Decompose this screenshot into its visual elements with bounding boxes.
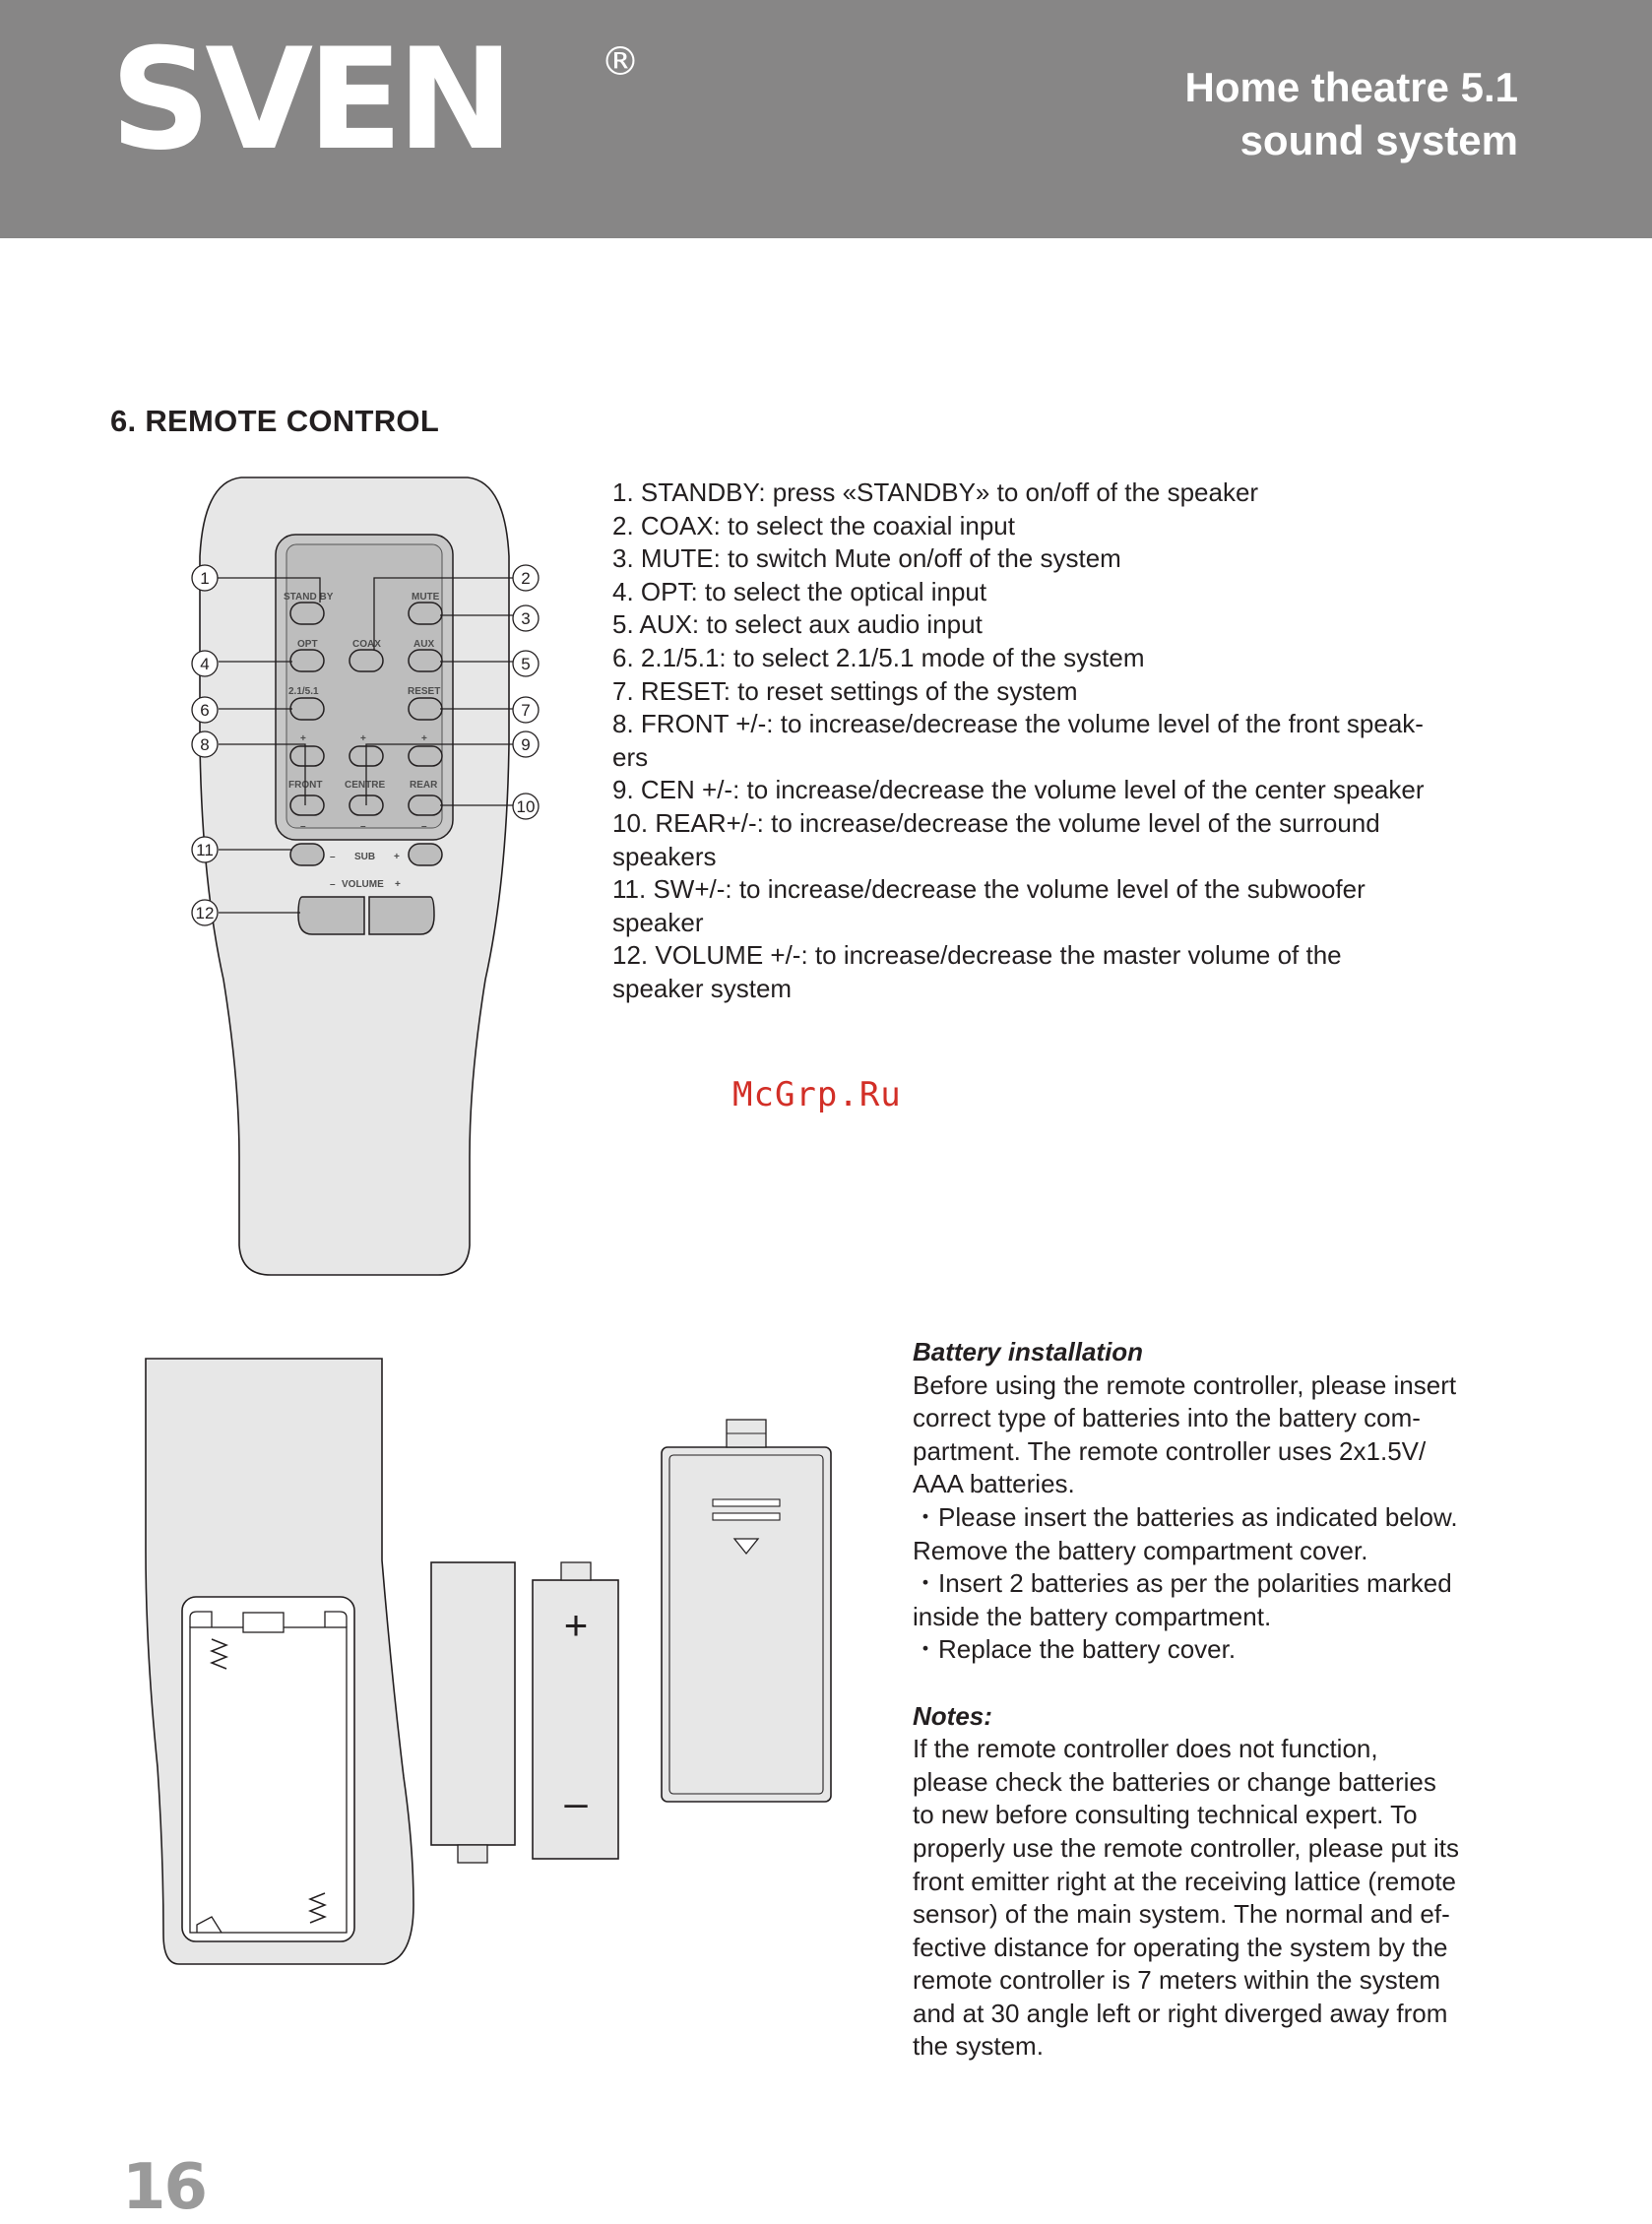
volume-plus-button[interactable]: [369, 897, 434, 934]
product-title-line1: Home theatre 5.1: [1184, 64, 1518, 110]
feature-line: 10. REAR+/-: to increase/decrease the volume level of the surround: [612, 807, 1380, 838]
label-sub-minus: –: [330, 852, 336, 862]
feature-line: speaker: [612, 907, 704, 937]
battery-heading: Battery installation: [913, 1337, 1144, 1366]
label-centre: CENTRE: [345, 780, 386, 791]
sven-logo: [110, 37, 642, 156]
battery-line: ・Insert 2 batteries as per the polarities marked: [913, 1568, 1452, 1599]
label-rear: REAR: [410, 780, 438, 791]
callout-1: 1: [200, 569, 210, 588]
reset-button[interactable]: [409, 698, 442, 720]
front-plus-button[interactable]: [290, 746, 324, 766]
battery-installation-diagram: [138, 1354, 866, 1984]
notes-line: to new before consulting technical expert. To: [913, 1800, 1418, 1830]
label-front-plus: +: [300, 733, 306, 744]
feature-line: 7. RESET: to reset settings of the system: [612, 675, 1078, 706]
label-rear-minus: –: [421, 821, 427, 832]
notes-line: fective distance for operating the system by the: [913, 1932, 1448, 1962]
mute-button[interactable]: [409, 603, 442, 624]
feature-line: ers: [612, 741, 649, 772]
label-sub-plus: +: [394, 852, 400, 862]
opt-button[interactable]: [290, 650, 324, 671]
page-header: [0, 0, 1652, 238]
minus-sign-icon: –: [564, 1779, 588, 1825]
registered-mark: ®: [601, 39, 640, 85]
label-sub: SUB: [354, 852, 376, 862]
label-reset: RESET: [408, 686, 441, 697]
feature-line: speaker system: [612, 973, 793, 1003]
standby-button[interactable]: [290, 603, 324, 624]
label-volume-minus: –: [330, 879, 336, 890]
feature-line: 2. COAX: to select the coaxial input: [612, 510, 1015, 540]
label-volume-plus: +: [395, 879, 401, 890]
feature-line: 11. SW+/-: to increase/decrease the volume level of the subwoofer: [612, 874, 1366, 905]
label-mute: MUTE: [412, 592, 440, 603]
callout-12: 12: [195, 904, 215, 922]
battery-left: [431, 1562, 515, 1845]
label-centre-minus: –: [360, 821, 366, 832]
label-aux: AUX: [413, 639, 435, 650]
feature-line: 3. MUTE: to switch Mute on/off of the system: [612, 543, 1121, 574]
battery-line: partment. The remote controller uses 2x1.5V/: [913, 1435, 1427, 1466]
aux-button[interactable]: [409, 650, 442, 671]
feature-line: 8. FRONT +/-: to increase/decrease the volume level of the front speak-: [612, 709, 1424, 739]
notes-line: sensor) of the main system. The normal and ef-: [913, 1899, 1450, 1930]
feature-line: speakers: [612, 841, 717, 871]
label-coax: COAX: [352, 639, 381, 650]
rear-minus-button[interactable]: [409, 795, 442, 815]
callout-7: 7: [521, 701, 531, 720]
label-front: FRONT: [288, 780, 323, 791]
notes-line: properly use the remote controller, please put its: [913, 1832, 1459, 1863]
callout-2: 2: [521, 569, 531, 588]
label-mode: 2.1/5.1: [288, 686, 319, 697]
volume-minus-button[interactable]: [298, 897, 364, 934]
battery-line: Before using the remote controller, please insert: [913, 1369, 1457, 1400]
notes-line: and at 30 angle left or right diverged away from: [913, 1998, 1448, 2028]
feature-line: 9. CEN +/-: to increase/decrease the volume level of the center speaker: [612, 775, 1425, 805]
notes-line: remote controller is 7 meters within the system: [913, 1965, 1441, 1996]
callout-8: 8: [200, 735, 210, 754]
battery-line: Remove the battery compartment cover.: [913, 1535, 1368, 1565]
battery-line: correct type of batteries into the battery com-: [913, 1403, 1421, 1433]
battery-line: AAA batteries.: [913, 1469, 1075, 1499]
label-rear-plus: +: [421, 733, 427, 744]
label-centre-plus: +: [360, 733, 366, 744]
callout-6: 6: [200, 701, 210, 720]
feature-line: 5. AUX: to select aux audio input: [612, 609, 983, 640]
front-minus-button[interactable]: [290, 795, 324, 815]
label-front-minus: –: [300, 821, 306, 832]
callout-9: 9: [521, 735, 531, 754]
feature-line: 12. VOLUME +/-: to increase/decrease the master volume of the: [612, 940, 1342, 971]
coax-button[interactable]: [349, 650, 383, 671]
feature-line: 1. STANDBY: press «STANDBY» to on/off of the speaker: [612, 477, 1259, 507]
section-title: 6. REMOTE CONTROL: [110, 404, 440, 438]
callout-5: 5: [521, 655, 531, 673]
watermark: McGrp.Ru: [732, 1075, 902, 1114]
plus-sign-icon: +: [563, 1602, 589, 1648]
callout-3: 3: [521, 609, 531, 628]
battery-line: ・Replace the battery cover.: [913, 1634, 1237, 1665]
sub-minus-button[interactable]: [290, 844, 324, 865]
mode-button[interactable]: [290, 698, 324, 720]
battery-instructions: [913, 1336, 1528, 2064]
battery-line: inside the battery compartment.: [913, 1601, 1272, 1631]
feature-line: 4. OPT: to select the optical input: [612, 576, 987, 606]
notes-heading: Notes:: [913, 1700, 992, 1731]
notes-line: If the remote controller does not function,: [913, 1734, 1378, 1764]
product-title-line2: sound system: [1239, 117, 1518, 163]
callout-10: 10: [516, 797, 536, 816]
callout-4: 4: [200, 655, 210, 673]
button-function-list: [612, 477, 1518, 1006]
notes-line: please check the batteries or change batteries: [913, 1766, 1436, 1797]
callout-11: 11: [196, 841, 214, 859]
label-standby: STAND BY: [284, 592, 334, 603]
page-number: 16: [122, 2151, 207, 2224]
battery-line: ・Please insert the batteries as indicated below.: [913, 1501, 1458, 1532]
feature-line: 6. 2.1/5.1: to select 2.1/5.1 mode of the system: [612, 642, 1145, 672]
product-title: [1185, 61, 1518, 167]
remote-control-diagram: [182, 468, 566, 1285]
spacer: [913, 1667, 1528, 1700]
notes-line: the system.: [913, 2031, 1044, 2062]
rear-plus-button[interactable]: [409, 746, 442, 766]
logo-wordmark: SVEN: [110, 37, 509, 156]
sub-plus-button[interactable]: [409, 844, 442, 865]
label-volume: VOLUME: [342, 879, 384, 890]
label-opt: OPT: [297, 639, 318, 650]
notes-line: front emitter right at the receiving lattice (remote: [913, 1866, 1457, 1896]
